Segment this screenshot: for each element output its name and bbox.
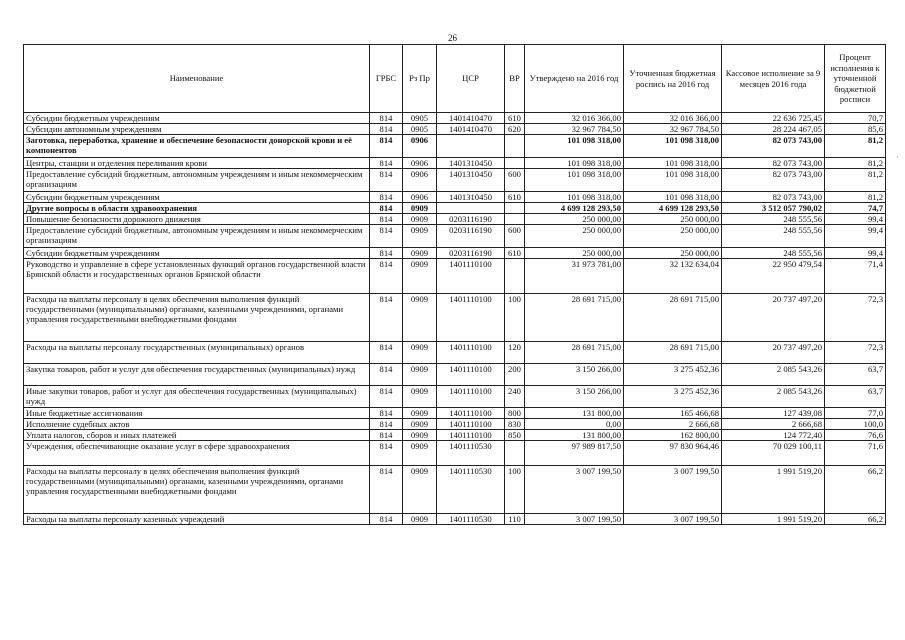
cell-grbs: 814 (370, 294, 403, 342)
cell-rzpr: 0905 (403, 113, 437, 124)
margin-mark: · (896, 152, 899, 162)
cell-csr: 1401110100 (437, 430, 505, 441)
cell-refined: 4 699 128 293,50 (624, 203, 722, 214)
table-row (24, 441, 886, 466)
cell-csr: 1401110100 (437, 364, 505, 386)
cell-percent: 74,7 (825, 203, 886, 214)
cell-rzpr: 0909 (403, 294, 437, 342)
header-approved: Утверждено на 2016 год (525, 45, 624, 113)
cell-csr: 1401110100 (437, 408, 505, 419)
cell-rzpr: 0909 (403, 248, 437, 259)
cell-name: Расходы на выплаты персоналу казенных учреждений (24, 514, 370, 525)
cell-vr: 620 (505, 124, 525, 135)
cell-refined: 101 098 318,00 (624, 169, 722, 192)
cell-refined: 3 275 452,36 (624, 386, 722, 408)
cell-grbs: 814 (370, 514, 403, 525)
cell-percent: 66,2 (825, 466, 886, 514)
cell-percent: 81,2 (825, 158, 886, 169)
table-row (24, 214, 886, 225)
cell-grbs: 814 (370, 214, 403, 225)
header-name: Наименование (24, 45, 370, 113)
cell-refined: 3 007 199,50 (624, 514, 722, 525)
cell-vr: 120 (505, 342, 525, 364)
cell-approved: 31 973 781,00 (525, 259, 624, 294)
cell-cash: 82 073 743,00 (722, 169, 825, 192)
cell-refined: 250 000,00 (624, 225, 722, 248)
cell-percent: 81,2 (825, 169, 886, 192)
cell-vr (505, 214, 525, 225)
header-rzpr: Рз Пр (403, 45, 437, 113)
cell-cash: 82 073 743,00 (722, 158, 825, 169)
cell-approved: 32 016 366,00 (525, 113, 624, 124)
table-row (24, 466, 886, 514)
table-row (24, 259, 886, 294)
cell-rzpr: 0909 (403, 342, 437, 364)
cell-vr: 850 (505, 430, 525, 441)
cell-percent: 100,0 (825, 419, 886, 430)
cell-rzpr: 0909 (403, 214, 437, 225)
table-row (24, 169, 886, 192)
cell-percent: 70,7 (825, 113, 886, 124)
cell-vr (505, 158, 525, 169)
cell-refined: 97 830 964,46 (624, 441, 722, 466)
cell-approved: 250 000,00 (525, 225, 624, 248)
cell-rzpr: 0909 (403, 441, 437, 466)
cell-percent: 81,2 (825, 135, 886, 158)
cell-name: Предоставление субсидий бюджетным, автономным учреждениям и иным некоммерческим организациям (24, 225, 370, 248)
cell-name: Иные бюджетные ассигнования (24, 408, 370, 419)
cell-approved: 3 007 199,50 (525, 466, 624, 514)
cell-name: Заготовка, переработка, хранение и обеспечение безопасности донорской крови и её компонентов (24, 135, 370, 158)
cell-rzpr: 0905 (403, 124, 437, 135)
cell-csr: 1401110530 (437, 514, 505, 525)
cell-csr: 0203116190 (437, 225, 505, 248)
cell-percent: 71,4 (825, 259, 886, 294)
cell-rzpr: 0909 (403, 419, 437, 430)
cell-refined: 32 132 634,04 (624, 259, 722, 294)
cell-cash: 20 737 497,20 (722, 294, 825, 342)
cell-approved: 28 691 715,00 (525, 342, 624, 364)
cell-refined: 101 098 318,00 (624, 158, 722, 169)
cell-vr: 200 (505, 364, 525, 386)
budget-table (23, 44, 886, 525)
cell-csr: 1401110530 (437, 466, 505, 514)
cell-name: Исполнение судебных актов (24, 419, 370, 430)
cell-vr: 600 (505, 225, 525, 248)
cell-name: Субсидии бюджетным учреждениям (24, 248, 370, 259)
cell-grbs: 814 (370, 259, 403, 294)
cell-refined: 28 691 715,00 (624, 294, 722, 342)
cell-vr: 240 (505, 386, 525, 408)
cell-approved: 101 098 318,00 (525, 169, 624, 192)
cell-grbs: 814 (370, 248, 403, 259)
cell-percent: 99,4 (825, 214, 886, 225)
cell-grbs: 814 (370, 158, 403, 169)
cell-rzpr: 0906 (403, 158, 437, 169)
cell-refined: 101 098 318,00 (624, 135, 722, 158)
cell-csr: 1401310450 (437, 158, 505, 169)
cell-csr: 1401410470 (437, 113, 505, 124)
header-percent: Процент исполнения к уточненной бюджетной росписи (825, 45, 886, 113)
cell-name: Иные закупки товаров, работ и услуг для обеспечения государственных (муниципальных) нужд (24, 386, 370, 408)
cell-csr: 1401110100 (437, 342, 505, 364)
cell-rzpr: 0909 (403, 203, 437, 214)
table-row (24, 514, 886, 525)
cell-rzpr: 0906 (403, 169, 437, 192)
cell-name: Руководство и управление в сфере установленных функций органов государственной власти Брянской области и государственных органов Брянской области (24, 259, 370, 294)
table-row (24, 430, 886, 441)
cell-approved: 4 699 128 293,50 (525, 203, 624, 214)
table-row (24, 124, 886, 135)
cell-csr: 1401410470 (437, 124, 505, 135)
cell-csr: 1401110100 (437, 294, 505, 342)
cell-percent: 72,3 (825, 342, 886, 364)
table-body (24, 113, 886, 525)
cell-name: Расходы на выплаты персоналу в целях обеспечения выполнения функций государственными (муниципальными) органами, казенными учреждениями, органами управления государственными внебюджетными фондами (24, 294, 370, 342)
cell-refined: 28 691 715,00 (624, 342, 722, 364)
cell-rzpr: 0909 (403, 364, 437, 386)
cell-grbs: 814 (370, 225, 403, 248)
cell-approved: 101 098 318,00 (525, 192, 624, 203)
cell-approved: 101 098 318,00 (525, 158, 624, 169)
cell-refined: 162 800,00 (624, 430, 722, 441)
cell-percent: 63,7 (825, 364, 886, 386)
cell-grbs: 814 (370, 430, 403, 441)
cell-percent: 66,2 (825, 514, 886, 525)
cell-grbs: 814 (370, 135, 403, 158)
cell-grbs: 814 (370, 342, 403, 364)
cell-name: Учреждения, обеспечивающие оказание услуг в сфере здравоохранения (24, 441, 370, 466)
table-row (24, 225, 886, 248)
cell-vr (505, 203, 525, 214)
cell-approved: 101 098 318,00 (525, 135, 624, 158)
cell-vr: 800 (505, 408, 525, 419)
cell-vr: 610 (505, 248, 525, 259)
cell-csr: 1401110530 (437, 441, 505, 466)
cell-vr (505, 441, 525, 466)
cell-approved: 28 691 715,00 (525, 294, 624, 342)
cell-cash: 248 555,56 (722, 225, 825, 248)
cell-csr: 1401110100 (437, 386, 505, 408)
cell-rzpr: 0909 (403, 225, 437, 248)
cell-csr (437, 203, 505, 214)
cell-cash: 2 085 543,26 (722, 364, 825, 386)
cell-name: Расходы на выплаты персоналу в целях обеспечения выполнения функций государственными (муниципальными) органами, казенными учреждениями, органами управления государственными внебюджетными фондами (24, 466, 370, 514)
cell-name: Центры, станции и отделения переливания крови (24, 158, 370, 169)
cell-percent: 76,6 (825, 430, 886, 441)
cell-approved: 250 000,00 (525, 248, 624, 259)
table-row (24, 364, 886, 386)
cell-cash: 70 029 100,11 (722, 441, 825, 466)
cell-name: Субсидии бюджетным учреждениям (24, 192, 370, 203)
cell-cash: 248 555,56 (722, 248, 825, 259)
cell-refined: 3 007 199,50 (624, 466, 722, 514)
cell-csr: 1401110100 (437, 259, 505, 294)
cell-vr: 600 (505, 169, 525, 192)
cell-vr: 830 (505, 419, 525, 430)
cell-refined: 101 098 318,00 (624, 192, 722, 203)
cell-percent: 71,6 (825, 441, 886, 466)
cell-grbs: 814 (370, 203, 403, 214)
cell-percent: 77,0 (825, 408, 886, 419)
table-row (24, 158, 886, 169)
cell-refined: 250 000,00 (624, 214, 722, 225)
header-csr: ЦСР (437, 45, 505, 113)
cell-rzpr: 0906 (403, 135, 437, 158)
cell-rzpr: 0909 (403, 408, 437, 419)
cell-refined: 32 967 784,50 (624, 124, 722, 135)
cell-rzpr: 0909 (403, 466, 437, 514)
cell-name: Субсидии автономным учреждениям (24, 124, 370, 135)
cell-grbs: 814 (370, 113, 403, 124)
cell-cash: 3 512 057 790,02 (722, 203, 825, 214)
cell-grbs: 814 (370, 124, 403, 135)
cell-csr: 1401310450 (437, 192, 505, 203)
cell-cash: 248 555,56 (722, 214, 825, 225)
cell-approved: 250 000,00 (525, 214, 624, 225)
cell-cash: 22 950 479,54 (722, 259, 825, 294)
cell-cash: 127 439,08 (722, 408, 825, 419)
cell-grbs: 814 (370, 169, 403, 192)
cell-rzpr: 0906 (403, 192, 437, 203)
cell-vr: 100 (505, 466, 525, 514)
cell-grbs: 814 (370, 466, 403, 514)
cell-csr: 1401110100 (437, 419, 505, 430)
table-row (24, 135, 886, 158)
cell-name: Предоставление субсидий бюджетным, автономным учреждениям и иным некоммерческим организациям (24, 169, 370, 192)
cell-refined: 250 000,00 (624, 248, 722, 259)
table-row (24, 294, 886, 342)
cell-refined: 165 466,68 (624, 408, 722, 419)
cell-rzpr: 0909 (403, 259, 437, 294)
cell-approved: 131 800,00 (525, 430, 624, 441)
cell-rzpr: 0909 (403, 386, 437, 408)
cell-vr: 100 (505, 294, 525, 342)
cell-name: Повышение безопасности дорожного движения (24, 214, 370, 225)
cell-rzpr: 0909 (403, 430, 437, 441)
table-row (24, 342, 886, 364)
cell-csr: 1401310450 (437, 169, 505, 192)
cell-cash: 22 636 725,45 (722, 113, 825, 124)
table-row (24, 248, 886, 259)
cell-vr: 610 (505, 113, 525, 124)
table-row (24, 203, 886, 214)
table-row (24, 408, 886, 419)
cell-approved: 97 989 817,50 (525, 441, 624, 466)
cell-approved: 3 150 266,00 (525, 364, 624, 386)
cell-cash: 2 666,68 (722, 419, 825, 430)
cell-grbs: 814 (370, 364, 403, 386)
header-grbs: ГРБС (370, 45, 403, 113)
cell-grbs: 814 (370, 408, 403, 419)
cell-vr (505, 135, 525, 158)
page-number: 26 (448, 33, 457, 43)
cell-approved: 131 800,00 (525, 408, 624, 419)
cell-refined: 3 275 452,36 (624, 364, 722, 386)
cell-percent: 81,2 (825, 192, 886, 203)
cell-grbs: 814 (370, 192, 403, 203)
cell-cash: 2 085 543,26 (722, 386, 825, 408)
cell-vr: 610 (505, 192, 525, 203)
cell-percent: 63,7 (825, 386, 886, 408)
cell-approved: 3 007 199,50 (525, 514, 624, 525)
cell-cash: 28 224 467,05 (722, 124, 825, 135)
cell-name: Уплата налогов, сборов и иных платежей (24, 430, 370, 441)
cell-name: Субсидии бюджетным учреждениям (24, 113, 370, 124)
cell-percent: 99,4 (825, 248, 886, 259)
cell-refined: 2 666,68 (624, 419, 722, 430)
cell-csr: 0203116190 (437, 248, 505, 259)
cell-name: Другие вопросы в области здравоохранения (24, 203, 370, 214)
cell-cash: 82 073 743,00 (722, 135, 825, 158)
cell-grbs: 814 (370, 386, 403, 408)
cell-name: Расходы на выплаты персоналу государственных (муниципальных) органов (24, 342, 370, 364)
table-row (24, 192, 886, 203)
cell-approved: 32 967 784,50 (525, 124, 624, 135)
table-row (24, 386, 886, 408)
header-vr: ВР (505, 45, 525, 113)
cell-rzpr: 0909 (403, 514, 437, 525)
cell-csr (437, 135, 505, 158)
cell-vr: 110 (505, 514, 525, 525)
cell-percent: 72,3 (825, 294, 886, 342)
table-row (24, 113, 886, 124)
header-cash: Кассовое исполнение за 9 месяцев 2016 года (722, 45, 825, 113)
cell-percent: 85,6 (825, 124, 886, 135)
table-header-row (24, 45, 886, 113)
cell-approved: 3 150 266,00 (525, 386, 624, 408)
header-refined: Уточненная бюджетная роспись на 2016 год (624, 45, 722, 113)
cell-cash: 1 991 519,20 (722, 466, 825, 514)
cell-percent: 99,4 (825, 225, 886, 248)
table-row (24, 419, 886, 430)
cell-grbs: 814 (370, 419, 403, 430)
cell-cash: 20 737 497,20 (722, 342, 825, 364)
cell-grbs: 814 (370, 441, 403, 466)
cell-cash: 82 073 743,00 (722, 192, 825, 203)
cell-approved: 0,00 (525, 419, 624, 430)
cell-cash: 1 991 519,20 (722, 514, 825, 525)
cell-refined: 32 016 366,00 (624, 113, 722, 124)
cell-vr (505, 259, 525, 294)
cell-name: Закупка товаров, работ и услуг для обеспечения государственных (муниципальных) нужд (24, 364, 370, 386)
cell-cash: 124 772,40 (722, 430, 825, 441)
cell-csr: 0203116190 (437, 214, 505, 225)
